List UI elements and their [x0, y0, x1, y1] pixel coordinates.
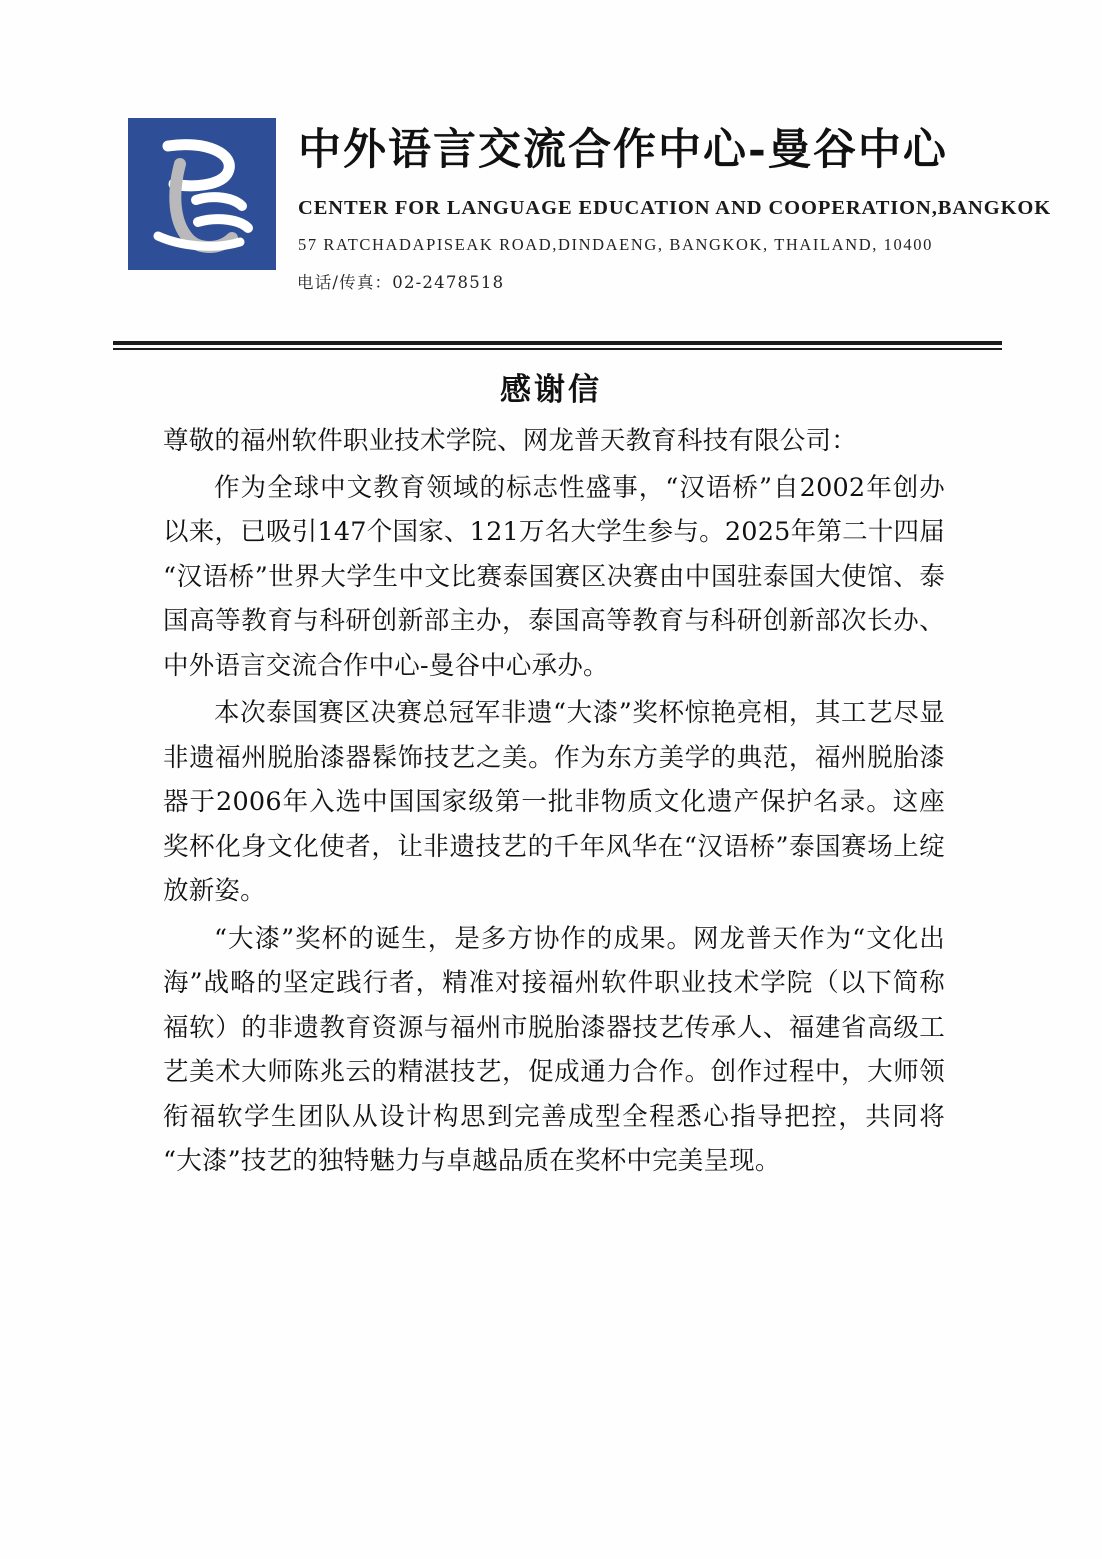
organization-name-cn: 中外语言交流合作中心-曼谷中心 — [298, 125, 948, 175]
organization-telephone: 电话/传真：02-2478518 — [297, 273, 505, 293]
paragraph-2: 本次泰国赛区决赛总冠军非遗“大漆”奖杯惊艳亮相，其工艺尽显非遗福州脱胎漆器髹饰技艺之美。作为东方美学的典范，福州脱胎漆器于2006年入选中国国家级第一批非物质文化遗产保护名录。这座奖杯化身文化使者，让非遗技艺的千年风华在“汉语桥”泰国赛场上绽放新姿。 — [163, 698, 945, 907]
letter-body — [163, 420, 945, 1187]
organization-address: 57 RATCHADAPISEAK ROAD,DINDAENG, BANGKOK, THAILAND, 10400 — [298, 235, 933, 255]
organization-name-en: CENTER FOR LANGUAGE EDUCATION AND COOPERATION,BANGKOK — [298, 197, 1052, 220]
salutation: 尊敬的福州软件职业技术学院、网龙普天教育科技有限公司： — [163, 426, 857, 456]
divider-thin-line — [113, 348, 1002, 350]
paragraph-3: “大漆”奖杯的诞生，是多方协作的成果。网龙普天作为“文化出海”战略的坚定践行者，精准对接福州软件职业技术学院（以下简称福软）的非遗教育资源与福州市脱胎漆器技艺传承人、福建省高级工艺美术大师陈兆云的精湛技艺，促成通力合作。创作过程中，大师领衔福软学生团队从设计构思到完善成型全程悉心指导把控，共同将“大漆”技艺的独特魅力与卓越品质在奖杯中完美呈现。 — [163, 923, 945, 1177]
paragraph-1: 作为全球中文教育领域的标志性盛事，“汉语桥”自2002年创办以来，已吸引147个国家、121万名大学生参与。2025年第二十四届“汉语桥”世界大学生中文比赛泰国赛区决赛由中国驻泰国大使馆、泰国高等教育与科研创新部主办，泰国高等教育与科研创新部次长办、中外语言交流合作中心-曼谷中心承办。 — [163, 472, 945, 681]
organization-logo-icon — [128, 118, 276, 270]
letterhead — [0, 0, 1102, 293]
page-title: 感谢信 — [500, 372, 602, 408]
letterhead-divider — [113, 341, 1002, 350]
